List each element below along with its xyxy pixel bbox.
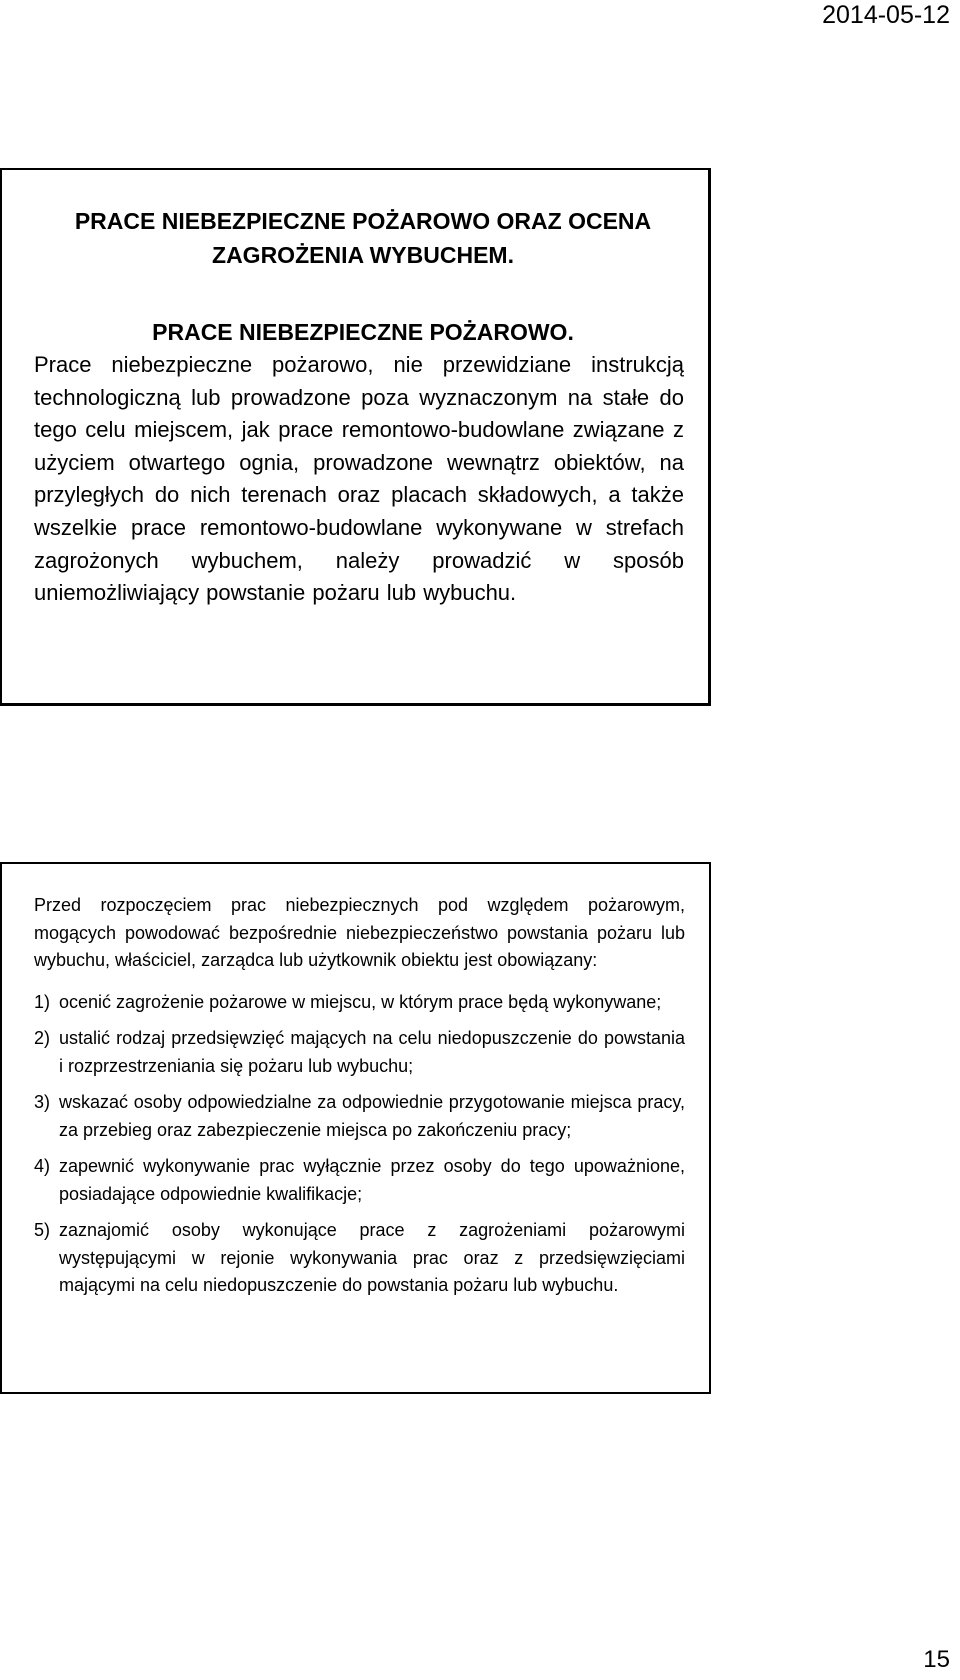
slide-2 [0, 862, 711, 1394]
list-item-number: 4) [34, 1156, 51, 1176]
slide-paragraph: Prace niebezpieczne pożarowo, nie przewidziane instrukcją technologiczną lub prowadzone poza wyznaczonym na stałe do tego celu miejscem, jak prace remontowo-budowlane związane z użyciem otwartego ognia, prowadzone wewnątrz obiektów, na przyległych do nich terenach oraz placach składowych, a także wszelkie prace remontowo-budowlane wykonywane w strefach zagrożonych wybuchem, należy prowadzić w sposób uniemożliwiający powstanie pożaru lub wybuchu. [34, 352, 684, 606]
list-item-text: zapewnić wykonywanie prac wyłącznie przez osoby do tego upoważnione, posiadające odpowiednie kwalifikacje; [59, 1156, 685, 1204]
list-item [34, 989, 685, 1017]
list-item-text: ustalić rodzaj przedsięwzięć mających na celu niedopuszczenie do powstania i rozprzestrzeniania się pożaru lub wybuchu; [59, 1028, 685, 1076]
page-number: 15 [923, 1646, 950, 1673]
header-date: 2014-05-12 [822, 1, 950, 29]
slide-subtitle: PRACE NIEBEZPIECZNE POŻAROWO. [152, 319, 574, 345]
list-item-number: 2) [34, 1028, 51, 1048]
list-item-number: 1) [34, 991, 51, 1012]
slide-title-line-1: PRACE NIEBEZPIECZNE POŻAROWO ORAZ OCENA [74, 208, 652, 234]
list-item-text: zaznajomić osoby wykonujące prace z zagrożeniami pożarowymi występującymi w rejonie wykonywania prac oraz z przedsięwzięciami mającymi na celu niedopuszczenie do powstania pożaru lub wybuchu. [59, 1220, 685, 1295]
list-item-number: 3) [34, 1092, 51, 1112]
list-item-text: ocenić zagrożenie pożarowe w miejscu, w którym prace będą wykonywane; [59, 991, 662, 1012]
slide-intro-paragraph: Przed rozpoczęciem prac niebezpiecznych pod względem pożarowym, mogących powodować bezpośrednie niebezpieczeństwo powstania pożaru lub wybuchu, właściciel, zarządca lub użytkownik obiektu jest obowiązany: [34, 895, 685, 970]
slide-1 [0, 168, 711, 706]
list-item [34, 1217, 685, 1300]
slide-title-line-2: ZAGROŻENIA WYBUCHEM. [212, 242, 514, 268]
list-item [34, 1153, 685, 1208]
list-item [34, 1025, 685, 1080]
list-item [34, 1089, 685, 1144]
list-item-text: wskazać osoby odpowiedzialne za odpowiednie przygotowanie miejsca pracy, za przebieg oraz zabezpieczenie miejsca po zakończeniu pracy; [59, 1092, 685, 1140]
list-item-number: 5) [34, 1220, 51, 1240]
